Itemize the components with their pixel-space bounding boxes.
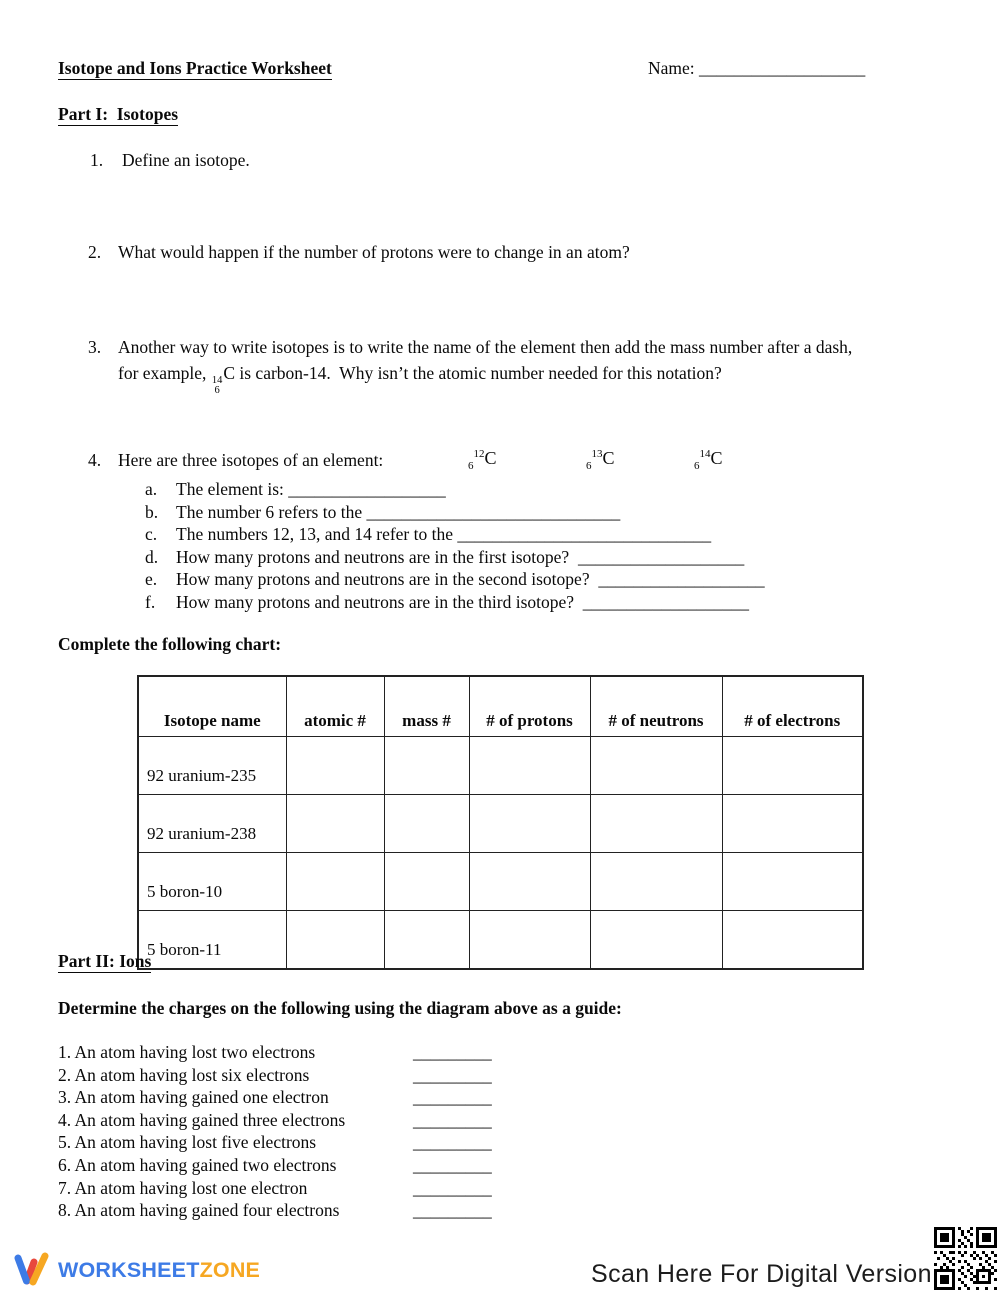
subitem-e: e. How many protons and neutrons are in the second isotope? ___________________ [145, 569, 765, 590]
answer-blank: _________ [413, 1109, 492, 1130]
table-row [138, 911, 863, 970]
list-item: 2. An atom having lost six electrons _________ [58, 1064, 492, 1085]
empty-cell [384, 737, 469, 795]
qr-code [934, 1227, 997, 1290]
answer-blank: __________________ [288, 479, 446, 499]
empty-cell [384, 853, 469, 911]
question-number: 3. [88, 337, 102, 357]
answer-blank: ___________________ [598, 569, 765, 590]
list-item: 7. An atom having lost one electron _________ [58, 1177, 492, 1198]
isotope-name-cell: 5 boron-11 [138, 911, 286, 970]
isotope-name-cell: 5 boron-10 [138, 853, 286, 911]
question-4-subitems [145, 478, 765, 614]
question-text: Another way to write isotopes is to write the name of the element then add the mass number after a dash, [118, 337, 853, 357]
question-number: 1. [90, 150, 104, 170]
column-header-mass-number: mass # [384, 676, 469, 737]
list-item: 4. An atom having gained three electrons _________ [58, 1109, 492, 1130]
part1-heading: Part I: Isotopes [58, 104, 179, 124]
question-1 [90, 150, 250, 171]
answer-blank: _________ [413, 1177, 492, 1198]
isotope-name-cell: 92 uranium-238 [138, 795, 286, 853]
empty-cell [469, 795, 590, 853]
answer-blank: _________ [413, 1087, 492, 1108]
part2-instruction: Determine the charges on the following using the diagram above as a guide: [58, 998, 622, 1018]
isotope-notation-stacked: 14 6 [211, 375, 223, 396]
column-header-neutrons: # of neutrons [590, 676, 722, 737]
question-text: Define an isotope. [122, 150, 250, 170]
column-header-electrons: # of electrons [722, 676, 863, 737]
list-item: 1. An atom having lost two electrons _________ [58, 1042, 492, 1062]
empty-cell [590, 737, 722, 795]
empty-cell [286, 911, 384, 970]
question-text: What would happen if the number of protons were to change in an atom? [118, 242, 630, 262]
table-header-row [138, 676, 863, 737]
list-item: 5. An atom having lost five electrons _________ [58, 1132, 492, 1153]
ion-question-list [58, 1041, 618, 1222]
name-blank: ___________________ [699, 58, 866, 78]
empty-cell [722, 737, 863, 795]
question-text: Here are three isotopes of an element: [118, 450, 384, 470]
empty-cell [469, 853, 590, 911]
empty-cell [722, 795, 863, 853]
question-line1 [88, 334, 852, 360]
empty-cell [590, 911, 722, 970]
empty-cell [590, 795, 722, 853]
list-item: 6. An atom having gained two electrons _________ [58, 1154, 492, 1175]
answer-blank: _________ [413, 1154, 492, 1175]
empty-cell [286, 853, 384, 911]
subitem-c: c. The numbers 12, 13, and 14 refer to the _____________________________ [145, 524, 712, 545]
isotope-chart-table [137, 675, 864, 970]
page-title-text: Isotope and Ions Practice Worksheet [58, 58, 332, 78]
column-header-atomic-number: atomic # [286, 676, 384, 737]
question-4 [88, 450, 948, 471]
answer-blank: _____________________________ [457, 524, 712, 545]
brand-zone: ZONE [199, 1257, 261, 1282]
brand-worksheet: WORKSHEET [58, 1257, 200, 1282]
question-3 [88, 334, 852, 395]
column-header-isotope-name: Isotope name [138, 676, 286, 737]
scan-here-label: Scan Here For Digital Version [591, 1260, 932, 1288]
empty-cell [469, 737, 590, 795]
table-row [138, 737, 863, 795]
answer-blank: _________ [413, 1200, 492, 1221]
answer-blank: _________ [413, 1064, 492, 1085]
table-row [138, 853, 863, 911]
part2-heading: Part II: Ions [58, 951, 152, 971]
empty-cell [722, 911, 863, 970]
page-title [58, 58, 332, 79]
worksheetzone-logo [12, 1250, 260, 1290]
answer-blank: _________ [413, 1042, 492, 1062]
question-line2: for example, 14 6 C is carbon-14. Why isn’t the atomic number needed for this notation? [118, 363, 722, 396]
empty-cell [384, 795, 469, 853]
answer-blank: ___________________ [582, 591, 750, 612]
empty-cell [590, 853, 722, 911]
question-number: 2. [88, 242, 102, 262]
subitem-d: d. How many protons and neutrons are in the first isotope? ___________________ [145, 546, 745, 567]
question-2 [88, 242, 630, 263]
name-field [648, 58, 865, 79]
empty-cell [722, 853, 863, 911]
answer-blank: _____________________________ [366, 501, 621, 522]
answer-blank: ___________________ [577, 546, 745, 567]
chart-heading: Complete the following chart: [58, 634, 282, 654]
subitem-f: f. How many protons and neutrons are in the third isotope? ___________________ [145, 591, 750, 612]
brand-text [58, 1258, 260, 1283]
isotope-notation-c14: $_6^{14}$C [694, 448, 723, 472]
table-row [138, 795, 863, 853]
empty-cell [469, 911, 590, 970]
column-header-protons: # of protons [469, 676, 590, 737]
question-number: 4. [88, 450, 102, 470]
list-item: 3. An atom having gained one electron _________ [58, 1087, 492, 1108]
name-label: Name: [648, 58, 700, 78]
subitem-a: a. The element is: __________________ [145, 479, 446, 499]
list-item: 8. An atom having gained four electrons _________ [58, 1200, 492, 1221]
empty-cell [384, 911, 469, 970]
subitem-b: b. The number 6 refers to the _____________________________ [145, 501, 621, 522]
worksheetzone-w-icon [12, 1250, 52, 1290]
isotope-notation-c13: $_6^{13}$C [586, 448, 615, 472]
isotope-notation-c12: $_6^{12}$C [468, 448, 497, 472]
empty-cell [286, 737, 384, 795]
answer-blank: _________ [413, 1132, 492, 1153]
isotope-name-cell: 92 uranium-235 [138, 737, 286, 795]
empty-cell [286, 795, 384, 853]
